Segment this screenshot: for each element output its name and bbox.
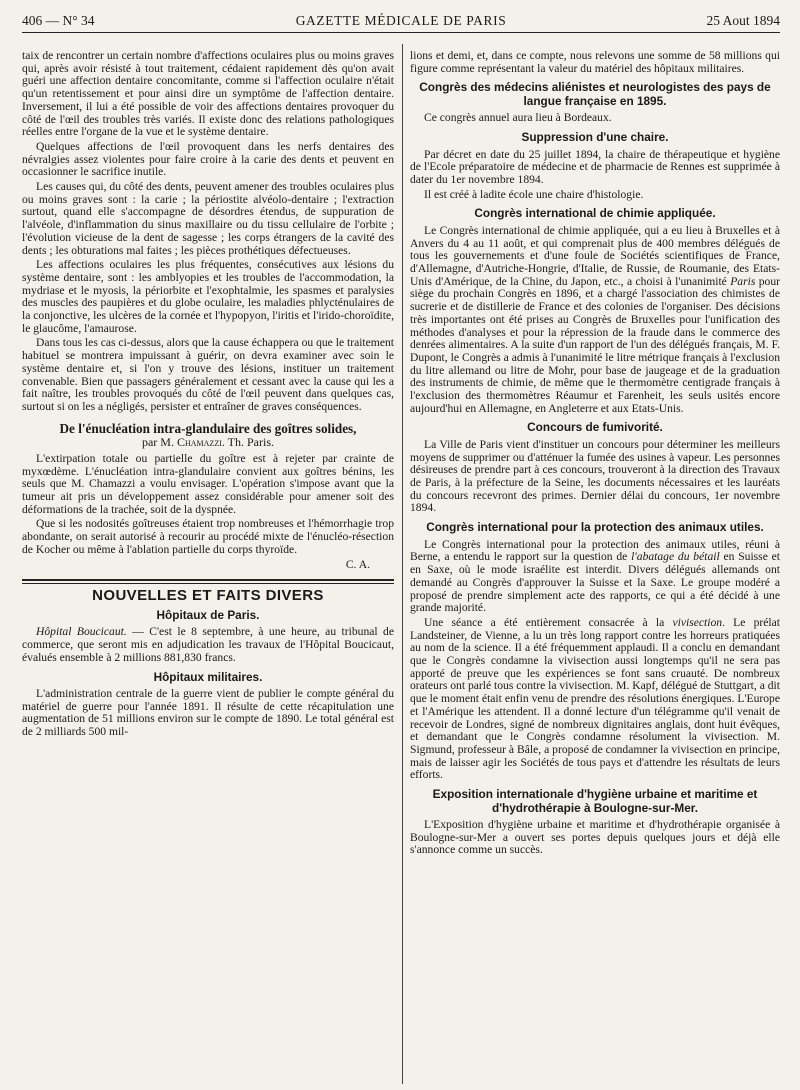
subsection-title: Exposition internationale d'hygiène urbaine et maritime et d'hydrothérapie à Boulogne-sur-Mer. xyxy=(432,787,758,815)
article-byline xyxy=(22,436,394,449)
section-separator xyxy=(22,579,394,584)
text-run: Une séance a été entièrement consacrée à la xyxy=(424,615,673,629)
subsection-title: Concours de fumivorité. xyxy=(527,420,663,435)
issue-date: 25 Aout 1894 xyxy=(706,13,780,28)
column-divider xyxy=(402,44,403,1084)
paragraph xyxy=(410,539,780,615)
text-run: . Le prélat Landsteiner, de Vienne, a lu un très long rapport contre les horreurs pratiquées au nom de la science. Il a été fréquemment applaudi. Il a conclu en demandant que le Congrès condamne la vivisection aussi longtemps qu'il ne sera pas apporté de preuve que les expériences se font sans cruauté. De nombreux orateurs ont parlé tous contre la vivisection. M. Kapf, délégué de Stuttgart, a dit que le moment était enfin venu de prendre des résolutions énergiques. L'Europe et l'Amérique les attendent. Il a donné lecture d'un télégramme qu'il venait de recevoir de Londres, signé de nombreux dignitaires anglais, dont huit évêques, et demandant que le Congrès condamne résolument la vivisection. M. Sigmund, professeur à Bâle, a proposé de condamner la vivisection en principe, mais de laisser agir les Sociétés de tous pays et d'attendre les résultats de leurs efforts. xyxy=(410,615,780,782)
paragraph: L'administration centrale de la guerre vient de publier le compte général du matériel de guerre pour l'année 1891. Il résulte de cette récapitulation une augmentation de 51 millions environ sur le compte de 1890. Le total général est de 2 milliards 500 mil- xyxy=(22,687,394,739)
paragraph xyxy=(410,225,780,416)
paragraph: lions et demi, et, dans ce compte, nous relevons une somme de 58 millions qui figure comme représentant la valeur du matériel des hôpitaux militaires. xyxy=(410,50,780,75)
text-run: Le Congrès international pour la protection des animaux utiles, réuni à Berne, a entendu le rapport sur la question de xyxy=(410,537,780,564)
paragraph: Quelques affections de l'œil provoquent dans les nerfs dentaires des névralgies assez violentes pour faire croire à la carie des dents et peuvent en occasionner le sacrifice inutile. xyxy=(22,139,394,179)
subsection-title: Suppression d'une chaire. xyxy=(521,130,669,145)
item-label: Hôpital Boucicaut. xyxy=(36,625,127,639)
left-column xyxy=(22,50,394,1086)
author-name: Chamazzi xyxy=(176,435,222,450)
paragraph: L'extirpation totale ou partielle du goître est à rejeter par crainte de myxœdème. L'énucléation intra-glandulaire convient aux goîtres bénins, les seuls que M. Chamazzi a voulu envisager. L'opération s'impose avant que la tumeur ait pris un développement assez considérable pour amener soit des déformations de la trachée, soit de la dyspnée. xyxy=(22,451,394,516)
paragraph: Par décret en date du 25 juillet 1894, la chaire de thérapeutique et hygiène de l'Ecole préparatoire de médecine et de pharmacie de Rennes est supprimée à dater du 1er novembre 1894. xyxy=(410,147,780,187)
section-title: NOUVELLES ET FAITS DIVERS xyxy=(92,587,324,605)
text-run: pour siège du prochain Congrès en 1896, et a chargé l'association des chimistes de sucrerie et de distillerie de France et des colonies de l'organiser. Des décisions très importantes ont été prises au Congrès de Bruxelles pour l'unification des méthodes d'analyses et pour la répression de la fraude dans le commerce des denrées alimentaires. A la suite d'un rapport de l'un des délégués français, M. F. Dupont, le Congrès a admis à l'unanimité le litre métrique français à l'exclusion du litre allemand ou litre de Mohr, pour base de jaugeage et de la graduation des instruments de chimie, de même que le thermomètre centigrade français à l'exclusion des thermomètres Réaumur et Farenheit, les seuls usités encore aujourd'hui en Allemagne, en Angleterre et aux Etats-Unis. xyxy=(410,274,780,415)
journal-title: GAZETTE MÉDICALE DE PARIS xyxy=(295,13,507,28)
paragraph xyxy=(410,617,780,782)
paragraph: L'Exposition d'hygiène urbaine et maritime et d'hydrothérapie organisée à Boulogne-sur-Mer a ouvert ses portes depuis quelques jours et déjà elle s'annonce comme un succès. xyxy=(410,818,780,857)
subsection-title: Congrès des médecins aliénistes et neurologistes des pays de langue française en 1895. xyxy=(419,80,771,108)
article-title: De l'énucléation intra-glandulaire des goîtres solides, xyxy=(59,420,357,436)
text-run: Le Congrès international de chimie appliquée, qui a eu lieu à Bruxelles et à Anvers du 4 au 11 août, et qui comprenait plus de 400 membres délégués de tous les gouvernements et d'une foule de Sociétés scientifiques de France, d'Allemagne, d'Autriche-Hongrie, d'Italie, de Russie, de Roumanie, des Etats-Unis d'Amérique, de la Chine, du Japon, etc., a choisi à l'unanimité xyxy=(410,223,780,288)
subsection-title: Congrès international de chimie appliquée. xyxy=(474,206,716,221)
byline-prefix: par M. xyxy=(141,435,174,450)
italic-run: l'abatage du bétail xyxy=(631,550,720,564)
paragraph: Ce congrès annuel aura lieu à Bordeaux. xyxy=(424,111,612,125)
paragraph: taix de rencontrer un certain nombre d'affections oculaires plus ou moins graves qui, après avoir résisté à tout traitement, cédaient rapidement dès qu'on avait guéri une affection dentaire concomitante, comme si l'affection oculaire n'était qu'un retentissement et pour ainsi dire un symptôme de l'affection dentaire. Inversement, il lui a été possible de voir des affections dentaires provoquer du côté de l'œil des troubles très variés. Il existe donc des relations pathologiques réelles entre l'organe de la vue et le système dentaire. xyxy=(22,50,394,139)
paragraph: Les affections oculaires les plus fréquentes, consécutives aux lésions du système dentaire, sont : les amblyopies et les troubles de l'accommodation, la mydriase et le myosis, la périorbite et l'exophtalmie, les spasmes et paralysies des muscles des paupières et du globe oculaire, les maladies phlycténulaires de la conjonctive, les ulcères de la cornée et l'hypopyon, l'iritis et l'irido-choroïdite, le glaucôme, l'amaurose. xyxy=(22,258,394,335)
subsection-title: Congrès international pour la protection des animaux utiles. xyxy=(426,520,764,535)
byline-suffix: . Th. Paris. xyxy=(221,435,274,450)
signature: C. A. xyxy=(345,557,370,571)
page-number: 406 — N° 34 xyxy=(22,13,95,28)
paragraph: Que si les nodosités goîtreuses étaient trop nombreuses et l'hémorrhagie trop abondante, on serait autorisé à recourir au procédé mixte de l'énucléo-résection de Kocher ou même à l'ablation partielle du corps thyroïde. xyxy=(22,517,394,556)
item-text: — C'est le 8 septembre, à une heure, au tribunal de commerce, que seront mis en adjudication les travaux de l'Hôpital Boucicaut, évalués ensemble à 2 millions 881,830 francs. xyxy=(22,625,394,664)
paragraph: Dans tous les cas ci-dessus, alors que la cause échappera ou que le traitement habituel se montrera impuissant à guérir, on devra examiner avec soin le système dentaire et, si l'on y trouve des lésions, instituer un traitement convenable. Bien que passagers généralement et cessant avec la cause qui les a fait naître, les troubles provoqués du côté de l'œil peuvent dans quelques cas, surtout si on les a négligés, persister et entraîner de graves conséquences. xyxy=(22,336,394,413)
italic-run: vivisection xyxy=(672,615,723,629)
italic-run: Paris xyxy=(730,274,756,288)
right-column xyxy=(410,50,780,1086)
paragraph: Les causes qui, du côté des dents, peuvent amener des troubles oculaires plus ou moins graves sont : la carie ; la périostite alvéolo-dentaire ; l'extraction surtout, quand elle s'accompagne de désordres étendus, de suppuration de l'alvéole, d'inflammation du sinus maxillaire ou du tissu cellulaire de l'orbite ; l'évolution vicieuse de la dent de sagesse ; les corps étrangers de la cavité des dents ; les obturations mal faites ; les pièces prothétiques défectueuses. xyxy=(22,180,394,257)
text-run: en Suisse et en Saxe, où le mode israélite est interdit. Divers délégués allemands ont demandé au Congrès d'approuver la Suisse et la Saxe. Le groupe modéré a proposé de prendre simplement acte des rapports, ce qui a été décidé à une grande majorité. xyxy=(410,550,780,615)
subsection-title: Hôpitaux de Paris. xyxy=(156,607,260,622)
paragraph: Il est créé à ladite école une chaire d'histologie. xyxy=(424,187,644,201)
paragraph xyxy=(22,626,394,664)
paragraph: La Ville de Paris vient d'instituer un concours pour déterminer les meilleurs moyens de supprimer ou d'atténuer la fumée des usines à vapeur. Les personnes désireuses de prendre part à ces concours, trouveront à la direction des Travaux de Paris, à la préfecture de la Seine, les documents nécessaires et les lauréats du concours recevront des primes. Dernier délai du concours, 1er novembre 1894. xyxy=(410,437,780,515)
subsection-title: Hôpitaux militaires. xyxy=(153,669,263,684)
running-header xyxy=(22,10,780,33)
